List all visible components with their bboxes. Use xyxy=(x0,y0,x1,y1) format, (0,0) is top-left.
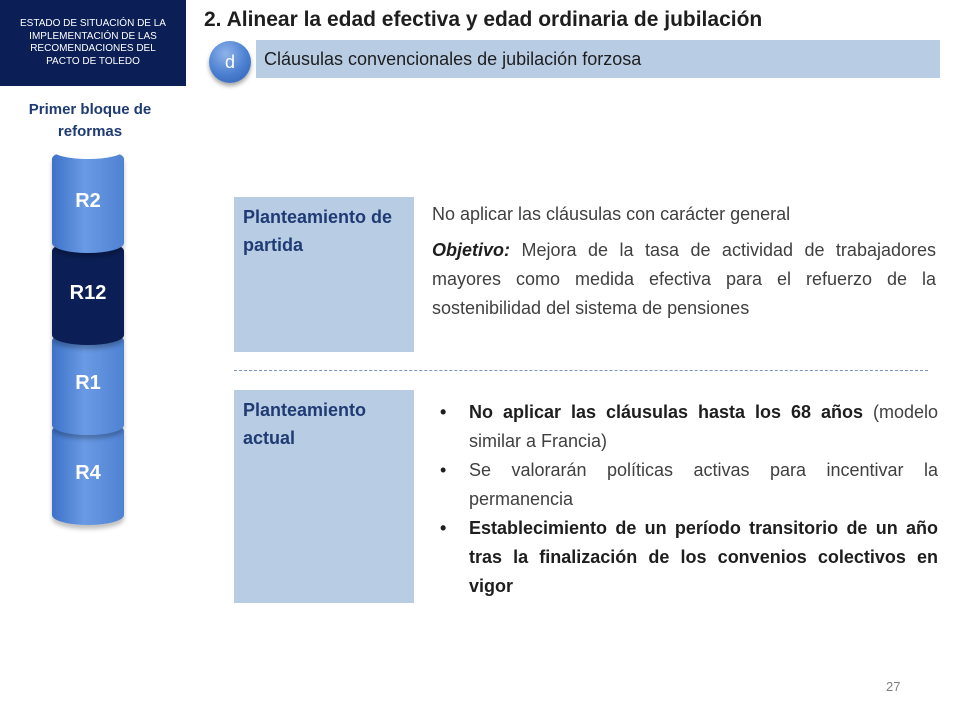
planteamiento-actual-label: Planteamiento actual xyxy=(234,390,414,603)
reform-cylinder-r4 xyxy=(52,421,124,525)
reform-cylinder-r2 xyxy=(52,149,124,253)
bullet-bold-text: Establecimiento de un período transitorio de un año tras la finalización de los convenios colectivos en vigor xyxy=(469,518,938,596)
list-item xyxy=(440,456,938,514)
reform-stack xyxy=(52,145,124,525)
bullet-normal-text: (modelo similar a Francia) xyxy=(469,402,939,451)
reform-cylinder-r1 xyxy=(52,331,124,435)
reform-cylinder-r12 xyxy=(52,241,124,345)
section-badge: d xyxy=(209,41,251,83)
partida-general-text: No aplicar las cláusulas con carácter general xyxy=(432,204,791,224)
actual-bullet-list xyxy=(440,398,938,601)
sidebar-block-title: Primer bloque de reformas xyxy=(28,101,152,140)
page-number: 27 xyxy=(886,679,901,694)
list-item xyxy=(440,398,938,456)
reform-label: R4 xyxy=(75,461,101,484)
report-header-box: ESTADO DE SITUACIÓN DE LA IMPLEMENTACIÓN DE LAS RECOMENDACIONES DEL PACTO DE TOLEDO xyxy=(0,0,186,86)
bullet-bold-text: No aplicar las cláusulas hasta los 68 años xyxy=(469,402,863,422)
objective-body: Mejora de la tasa de actividad de trabajadores mayores como medida efectiva para el refuerzo de la sostenibilidad del sistema de pensiones xyxy=(432,240,936,318)
partida-objective-text xyxy=(432,236,936,323)
cylinder-top-cap xyxy=(52,141,124,159)
bullet-text: Se valorarán políticas activas para incentivar la permanencia xyxy=(469,460,938,509)
reform-label: R1 xyxy=(75,371,101,394)
section-divider xyxy=(234,370,928,371)
page-title: 2. Alinear la edad efectiva y edad ordinaria de jubilación xyxy=(204,8,763,31)
reform-label: R2 xyxy=(75,189,101,212)
reform-label: R12 xyxy=(69,281,107,304)
planteamiento-partida-label: Planteamiento de partida xyxy=(234,197,414,352)
list-item xyxy=(440,514,938,601)
objective-label: Objetivo: xyxy=(432,240,511,260)
section-subtitle: Cláusulas convencionales de jubilación forzosa xyxy=(256,40,940,78)
